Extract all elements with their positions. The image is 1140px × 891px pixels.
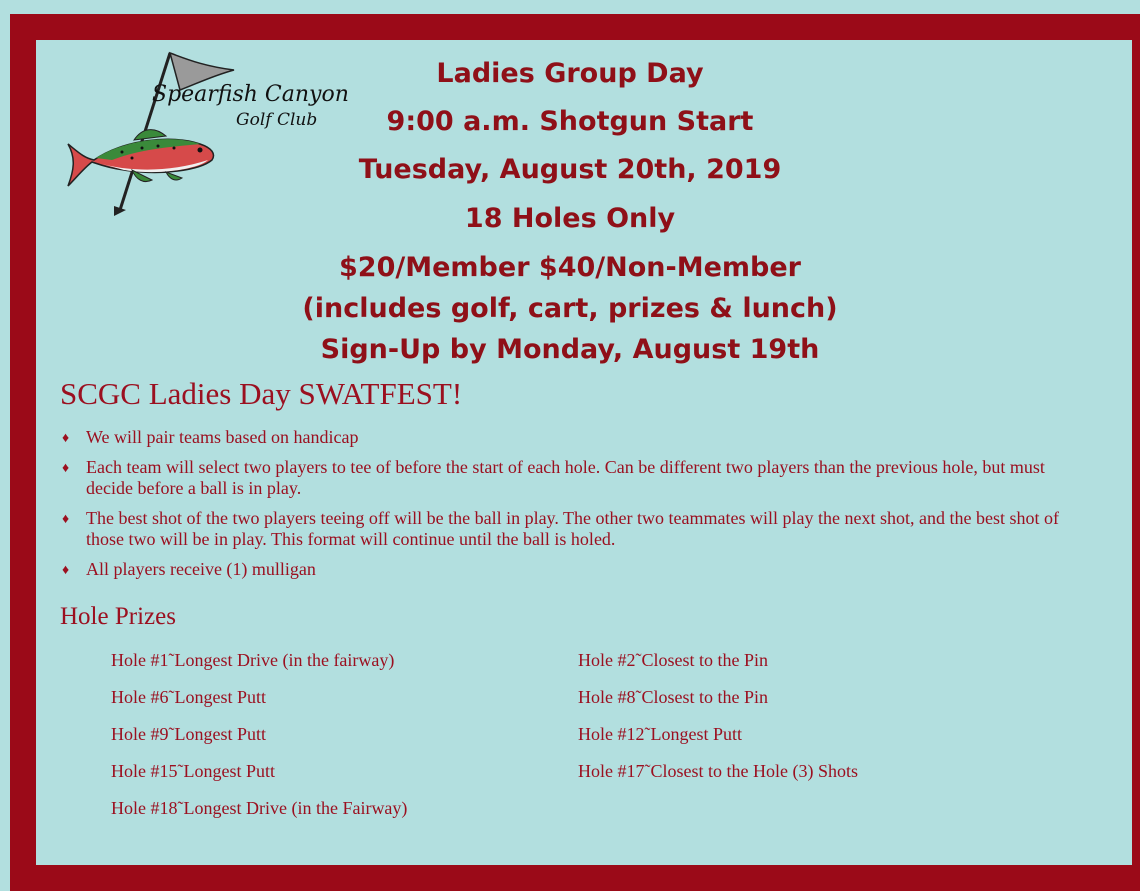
- logo-subname: Golf Club: [236, 110, 318, 130]
- rules-list: [60, 427, 1076, 589]
- rule-text: All players receive (1) mulligan: [86, 559, 316, 579]
- holes-info: 18 Holes Only: [464, 203, 676, 234]
- rule-text: Each team will select two players to tee of before the start of each hole. Can be different two players than the previous hole, but must decide before a ball is in play.: [86, 457, 1045, 498]
- signup-deadline: Sign-Up by Monday, August 19th: [320, 334, 820, 365]
- list-item: [60, 559, 1076, 580]
- diamond-bullet-icon: ♦: [62, 563, 70, 578]
- list-item: [60, 457, 1076, 499]
- prize-right-1: Hole #2˜Closest to the Pin: [578, 650, 768, 670]
- logo-name: Spearfish Canyon: [152, 82, 349, 107]
- prize-left-3: Hole #9˜Longest Putt: [111, 724, 266, 744]
- prize-left-5: Hole #18˜Longest Drive (in the Fairway): [111, 798, 408, 818]
- hole-prizes-title: Hole Prizes: [60, 603, 176, 630]
- start-time: 9:00 a.m. Shotgun Start: [386, 106, 754, 137]
- rule-text: The best shot of the two players teeing off will be the ball in play. The other two teammates will play the next shot, and the best shot of those two will be in play. This format will continue until the ball is holed.: [86, 508, 1059, 549]
- prize-right-3: Hole #12˜Longest Putt: [578, 724, 742, 744]
- prize-left-1: Hole #1˜Longest Drive (in the fairway): [111, 650, 395, 670]
- diamond-bullet-icon: ♦: [62, 461, 70, 476]
- pricing: $20/Member $40/Non-Member: [339, 252, 801, 283]
- prize-left-4: Hole #15˜Longest Putt: [111, 761, 275, 781]
- diamond-bullet-icon: ♦: [62, 431, 70, 446]
- pricing-includes: (includes golf, cart, prizes & lunch): [302, 293, 838, 324]
- rule-text: We will pair teams based on handicap: [86, 427, 359, 447]
- event-title: Ladies Group Day: [436, 58, 704, 89]
- prize-right-4: Hole #17˜Closest to the Hole (3) Shots: [578, 761, 858, 781]
- list-item: [60, 508, 1076, 550]
- diamond-bullet-icon: ♦: [62, 512, 70, 527]
- section-title: SCGC Ladies Day SWATFEST!: [60, 376, 463, 411]
- event-date: Tuesday, August 20th, 2019: [358, 154, 782, 185]
- prize-right-2: Hole #8˜Closest to the Pin: [578, 687, 768, 707]
- list-item: [60, 427, 1076, 448]
- prize-left-2: Hole #6˜Longest Putt: [111, 687, 266, 707]
